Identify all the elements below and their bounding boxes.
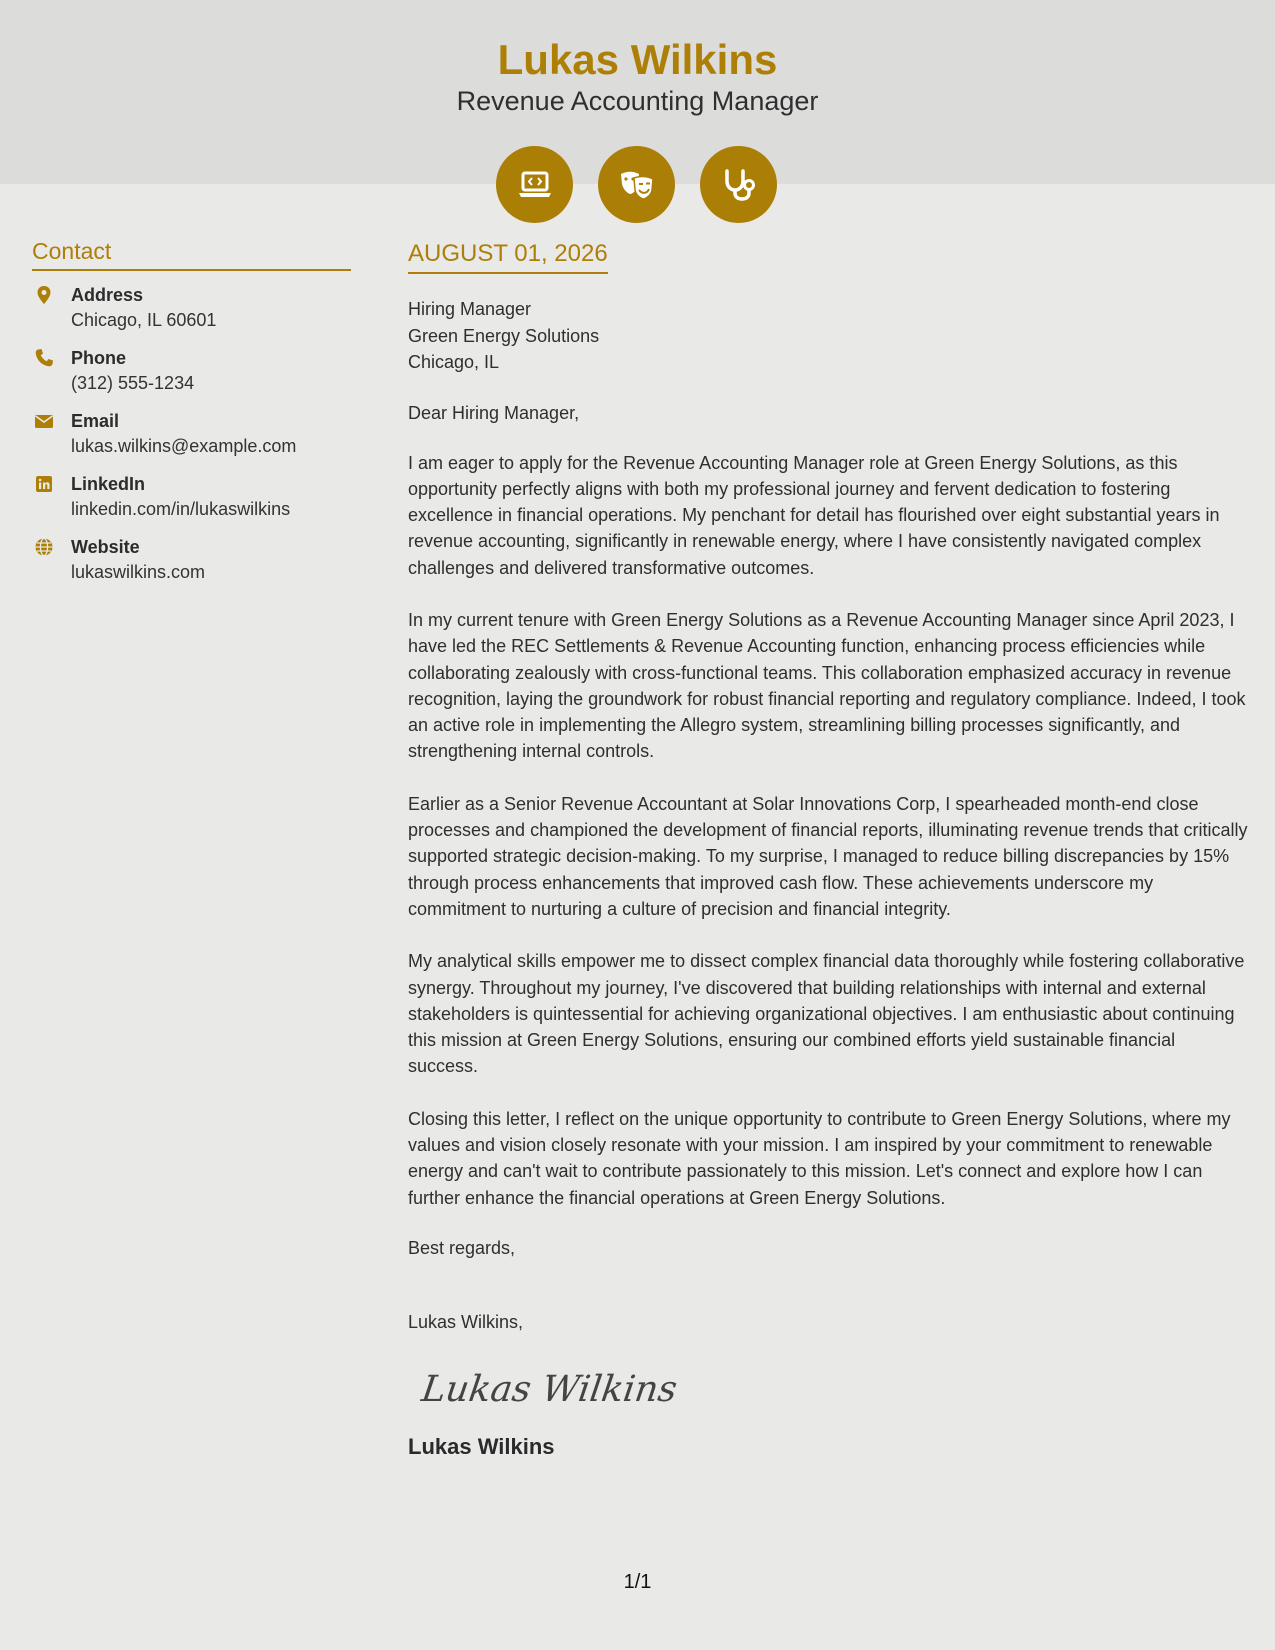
linkedin-icon bbox=[34, 474, 54, 494]
signature-name: Lukas Wilkins bbox=[408, 1433, 555, 1459]
map-pin-icon bbox=[34, 285, 54, 305]
laptop-code-icon bbox=[496, 146, 573, 223]
contact-value[interactable]: linkedin.com/in/lukaswilkins bbox=[71, 499, 291, 519]
signer-line: Lukas Wilkins, bbox=[408, 1311, 524, 1332]
phone-icon bbox=[34, 348, 54, 368]
paragraph: Closing this letter, I reflect on the unique opportunity to contribute to Green Energy Solutions, where my values and vision closely resonate with your mission. I am inspired by your commitment to renewable energy and can't wait to contribute passionately to this mission. Let's connect and explore how I can further enhance the financial operations at Green Energy Solutions. bbox=[408, 1108, 1231, 1208]
contact-label: Email bbox=[71, 411, 120, 431]
contact-label: Website bbox=[71, 537, 140, 557]
contact-list bbox=[32, 283, 351, 598]
candidate-name: Lukas Wilkins bbox=[497, 36, 778, 83]
paragraph: I am eager to apply for the Revenue Accounting Manager role at Green Energy Solutions, as this opportunity perfectly aligns with both my professional journey and fervent dedication to fostering excellence in financial operations. My penchant for detail has flourished over eight substantial years in revenue accounting, significantly in renewable energy, where I have consistently navigated complex challenges and delivered transformative outcomes. bbox=[408, 452, 1220, 578]
recipient-line: Green Energy Solutions bbox=[408, 325, 600, 346]
theater-masks-icon bbox=[598, 146, 675, 223]
contact-linkedin bbox=[32, 472, 351, 535]
recipient-line: Hiring Manager bbox=[408, 299, 532, 319]
contact-email bbox=[32, 409, 351, 472]
globe-icon bbox=[34, 537, 54, 557]
handwritten-signature: Lukas Wilkins bbox=[419, 1368, 680, 1410]
page-number: 1/1 bbox=[623, 1571, 652, 1593]
contact-label: Phone bbox=[71, 348, 127, 368]
contact-heading: Contact bbox=[32, 238, 351, 271]
paragraph: Earlier as a Senior Revenue Accountant at Solar Innovations Corp, I spearheaded month-end close processes and championed the development of financial reports, illuminating revenue trends that critically supported strategic decision-making. To my surprise, I managed to reduce billing discrepancies by 15% through process enhancements that improved cash flow. These achievements underscore my commitment to nurturing a culture of precision and financial integrity. bbox=[408, 793, 1248, 919]
contact-sidebar bbox=[32, 238, 351, 598]
contact-value[interactable]: lukas.wilkins@example.com bbox=[71, 436, 297, 456]
recipient-line: Chicago, IL bbox=[408, 352, 500, 372]
contact-value: Chicago, IL 60601 bbox=[71, 310, 217, 330]
stethoscope-icon bbox=[700, 146, 777, 223]
contact-label: LinkedIn bbox=[71, 474, 146, 494]
contact-website bbox=[32, 535, 351, 598]
contact-label: Address bbox=[71, 285, 144, 305]
salutation: Dear Hiring Manager, bbox=[408, 402, 580, 423]
closing: Best regards, bbox=[408, 1237, 516, 1258]
date-block bbox=[408, 240, 608, 274]
hobby-icons bbox=[496, 146, 779, 224]
contact-phone bbox=[32, 346, 351, 409]
job-title: Revenue Accounting Manager bbox=[456, 86, 819, 116]
letter-body bbox=[408, 240, 1248, 1460]
letter-date: AUGUST 01, 2026 bbox=[408, 240, 608, 267]
paragraph: In my current tenure with Green Energy Solutions as a Revenue Accounting Manager since April 2023, I have led the REC Settlements & Revenue Accounting function, enhancing process efficiencies while collaborating zealously with cross-functional teams. This collaboration emphasized accuracy in revenue recognition, laying the groundwork for robust financial reporting and regulatory compliance. Indeed, I took an active role in implementing the Allegro system, streamlining billing processes significantly, and strengthening internal controls. bbox=[408, 609, 1246, 762]
paragraph: My analytical skills empower me to dissect complex financial data thoroughly while fostering collaborative synergy. Throughout my journey, I've discovered that building relationships with internal and external stakeholders is quintessential for achieving organizational objectives. I am enthusiastic about continuing this mission at Green Energy Solutions, ensuring our combined efforts yield sustainable financial success. bbox=[408, 951, 1245, 1077]
contact-value[interactable]: lukaswilkins.com bbox=[71, 562, 206, 582]
envelope-icon bbox=[34, 411, 54, 431]
contact-address bbox=[32, 283, 351, 346]
recipient-block bbox=[408, 296, 1248, 376]
contact-value: (312) 555-1234 bbox=[71, 373, 195, 393]
